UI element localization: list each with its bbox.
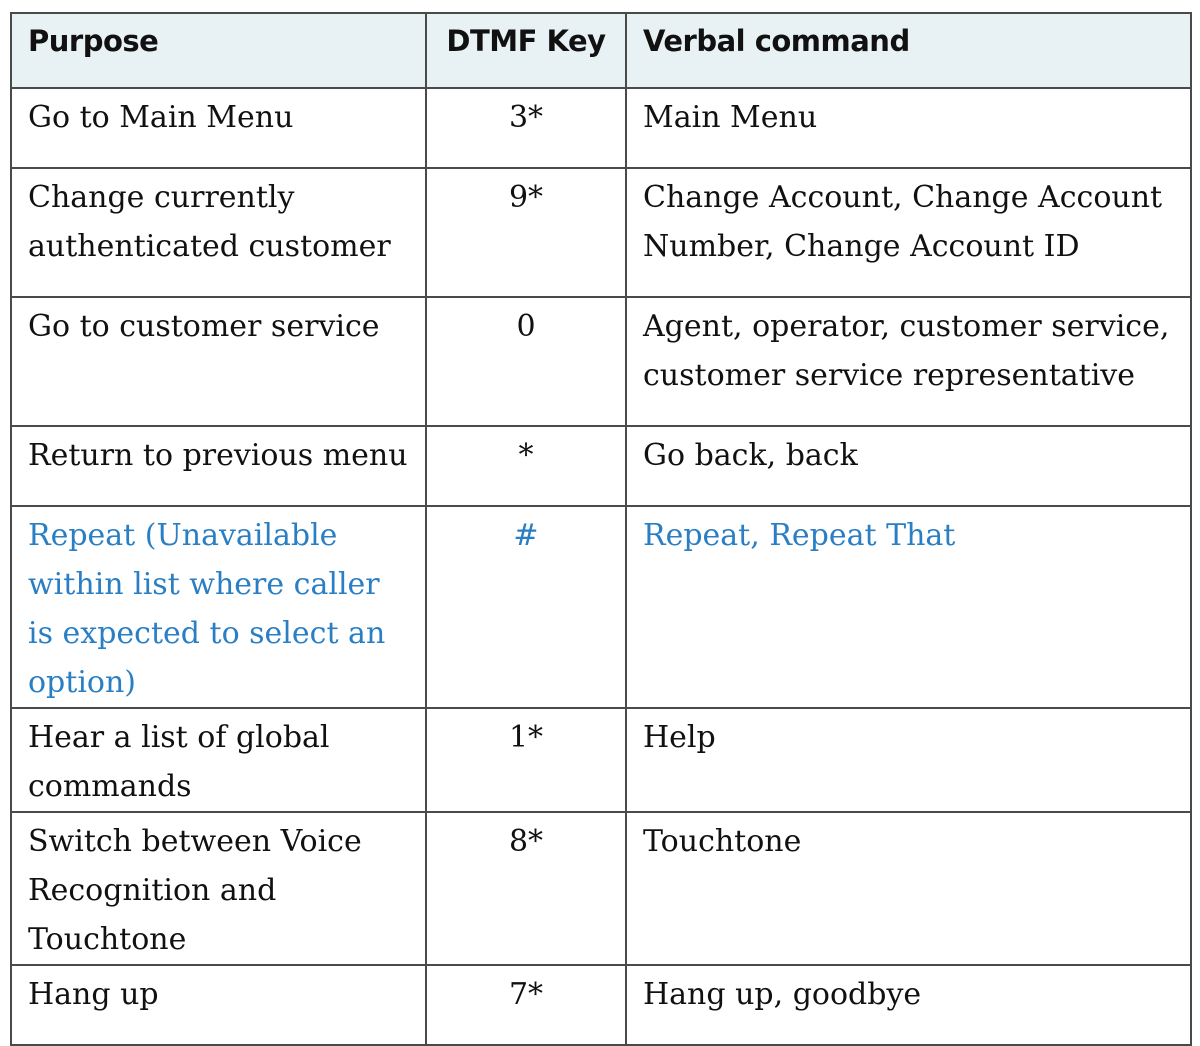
header-row (11, 13, 1191, 88)
cell-purpose: Go to customer service (11, 297, 426, 426)
header-verbal-command: Verbal command (626, 13, 1191, 88)
header-dtmf-key: DTMF Key (426, 13, 626, 88)
table-row (11, 88, 1191, 168)
table-row (11, 426, 1191, 506)
table-row (11, 965, 1191, 1045)
cell-verbal-command: Touchtone (626, 812, 1191, 965)
table-row (11, 708, 1191, 812)
cell-purpose: Hear a list of global commands (11, 708, 426, 812)
table-row (11, 812, 1191, 965)
global-commands-table (10, 12, 1192, 1046)
cell-dtmf-key: 7* (426, 965, 626, 1045)
cell-dtmf-key: 3* (426, 88, 626, 168)
cell-verbal-command: Change Account, Change Account Number, Change Account ID (626, 168, 1191, 297)
cell-dtmf-key: 8* (426, 812, 626, 965)
cell-purpose: Switch between Voice Recognition and Touchtone (11, 812, 426, 965)
cell-verbal-command: Help (626, 708, 1191, 812)
cell-purpose: Hang up (11, 965, 426, 1045)
table-body (11, 88, 1191, 1045)
cell-purpose: Go to Main Menu (11, 88, 426, 168)
cell-dtmf-key: 0 (426, 297, 626, 426)
cell-purpose: Return to previous menu (11, 426, 426, 506)
cell-verbal-command: Hang up, goodbye (626, 965, 1191, 1045)
table-header (11, 13, 1191, 88)
cell-purpose: Repeat (Unavailable within list where caller is expected to select an option) (11, 506, 426, 708)
cell-verbal-command: Repeat, Repeat That (626, 506, 1191, 708)
table-row (11, 297, 1191, 426)
cell-verbal-command: Go back, back (626, 426, 1191, 506)
cell-dtmf-key: # (426, 506, 626, 708)
cell-dtmf-key: 9* (426, 168, 626, 297)
cell-verbal-command: Main Menu (626, 88, 1191, 168)
cell-verbal-command: Agent, operator, customer service, customer service representative (626, 297, 1191, 426)
cell-purpose: Change currently authenticated customer (11, 168, 426, 297)
table-row-highlighted (11, 506, 1191, 708)
cell-dtmf-key: * (426, 426, 626, 506)
header-purpose: Purpose (11, 13, 426, 88)
table-row (11, 168, 1191, 297)
cell-dtmf-key: 1* (426, 708, 626, 812)
